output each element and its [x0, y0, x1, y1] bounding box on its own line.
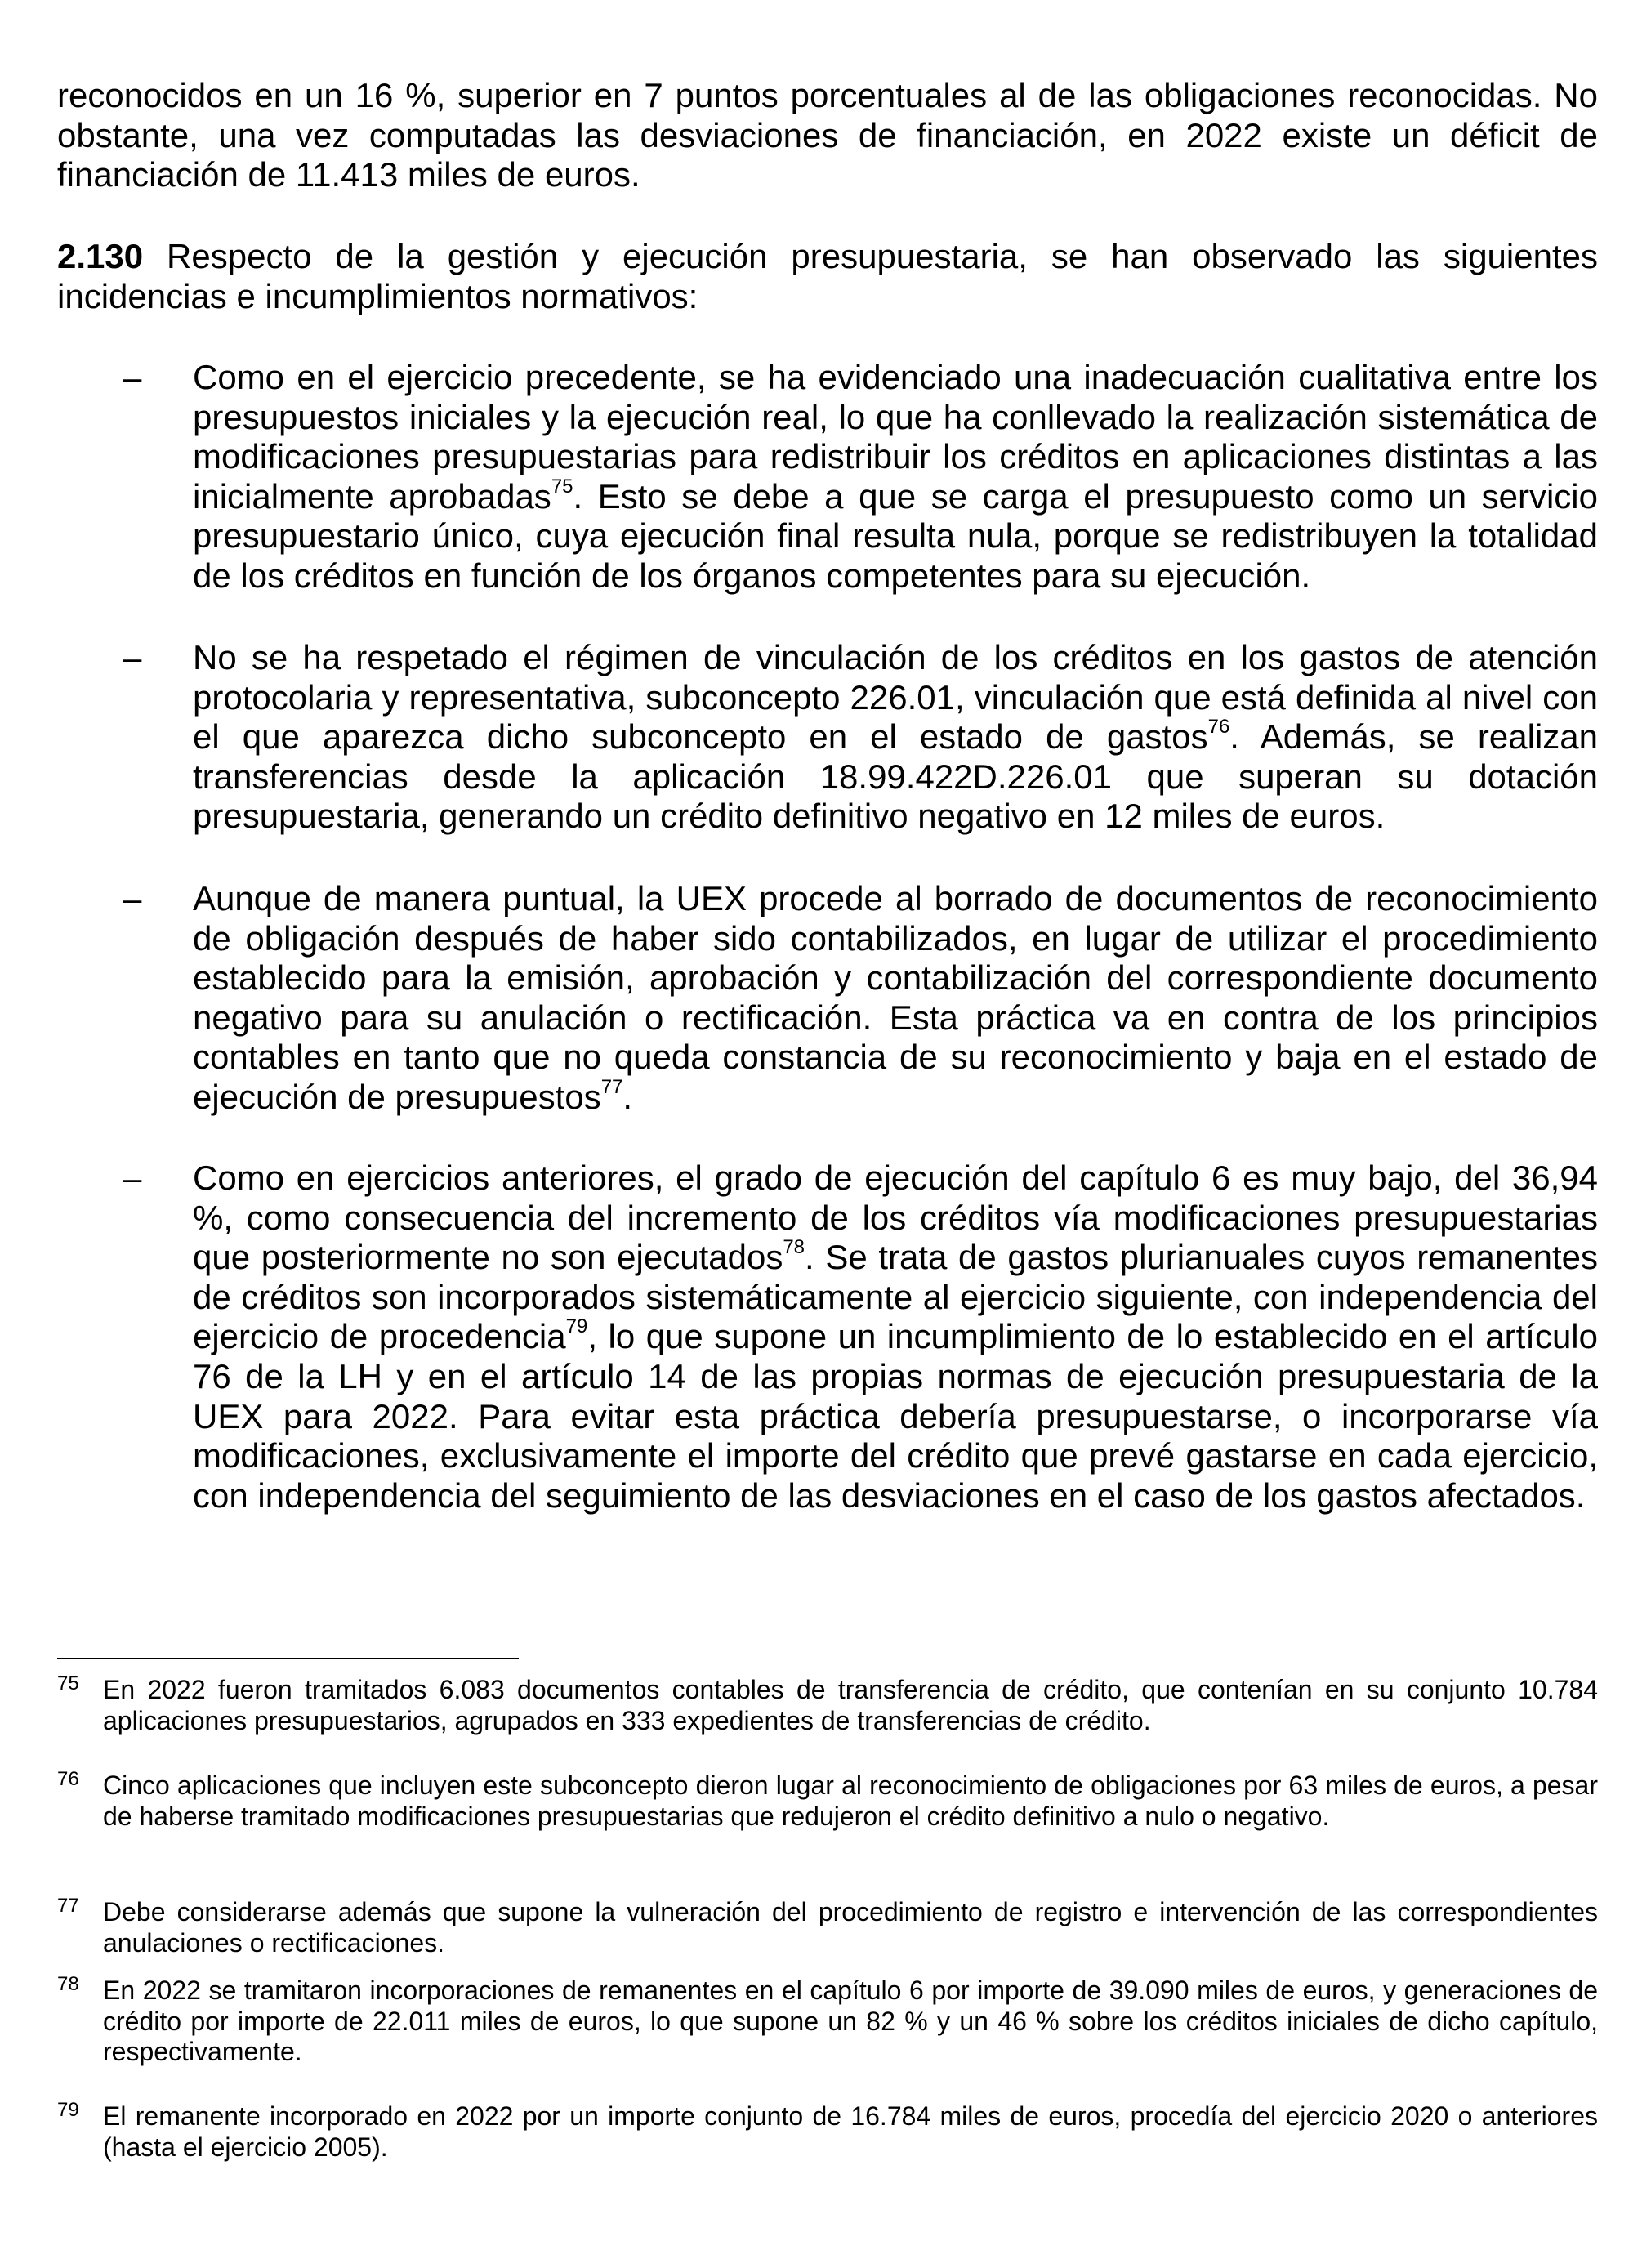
footnote-ref-78[interactable]: 78 [783, 1236, 805, 1259]
bullet-text-part: . Además, se realizan transferencias desde la aplicación 18.99.422D.226.01 que superan su dotación presupuestaria, generando un crédito definitivo negativo en 12 miles de euros. [193, 717, 1598, 836]
bullet-text-part: . [622, 1077, 633, 1116]
footnote-number: 76 [57, 1768, 79, 1790]
bullet-text-part: Como en ejercicios anteriores, el grado de ejecución del capítulo 6 es muy bajo, del 36,94 %, como consecuencia del incremento de los créditos vía modificaciones presupuestarias que posteriormente no son ejecutados [193, 1159, 1598, 1277]
footnote-text: Debe considerarse además que supone la vulneración del procedimiento de registro e intervención de las correspondientes anulaciones o rectificaciones. [103, 1897, 1598, 1958]
bullet-text-part: Aunque de manera puntual, la UEX procede al borrado de documentos de reconocimiento de obligación después de haber sido contabilizados, en lugar de utilizar el procedimiento establecido para la emisión, aprobación y contabilización del correspondiente documento negativo para su anulación o rectificación. Esta práctica va en contra de los principios contables en tanto que no queda constancia de su reconocimiento y baja en el estado de ejecución de presupuestos [193, 879, 1598, 1116]
bullet-text [193, 879, 1598, 1118]
bullet-text-part: , lo que supone un incumplimiento de lo establecido en el artículo 76 de la LH y en el artículo 14 de las propias normas de ejecución presupuestaria de la UEX para 2022. Para evitar esta práctica debería presupuestarse, o incorporarse vía modificaciones, exclusivamente el importe del crédito que prevé gastarse en cada ejercicio, con independencia del seguimiento de las desviaciones en el caso de los gastos afectados. [193, 1317, 1598, 1515]
footnote-ref-76[interactable]: 76 [1207, 716, 1230, 739]
bullet-text-part: . Se trata de gastos plurianuales cuyos remanentes de créditos son incorporados sistemáticamente al ejercicio siguiente, con independencia del ejercicio de procedencia [193, 1238, 1598, 1356]
footnote-text: El remanente incorporado en 2022 por un importe conjunto de 16.784 miles de euros, procedía del ejercicio 2020 o anteriores (hasta el ejercicio 2005). [103, 2101, 1598, 2162]
footnote-text: En 2022 fueron tramitados 6.083 documentos contables de transferencia de crédito, que contenían en su conjunto 10.784 aplicaciones presupuestarios, agrupados en 333 expedientes de transferencias de crédito. [103, 1675, 1598, 1735]
footnote-ref-75[interactable]: 75 [551, 475, 573, 498]
dash-bullet-icon: – [123, 879, 142, 917]
bullet-text-part: Como en el ejercicio precedente, se ha evidenciado una inadecuación cualitativa entre los presupuestos iniciales y la ejecución real, lo que ha conllevado la realización sistemática de modificaciones presupuestarias para redistribuir los créditos en aplicaciones distintas a las inicialmente aprobadas [193, 358, 1598, 516]
dash-bullet-icon: – [123, 1159, 142, 1197]
bullet-text [193, 638, 1598, 837]
paragraph-text: Respecto de la gestión y ejecución presupuestaria, se han observado las siguientes incidencias e incumplimientos normativos: [57, 237, 1598, 315]
footnote-number: 78 [57, 1973, 79, 1995]
bullet-text [193, 358, 1598, 596]
document-page [57, 0, 1598, 2268]
dash-bullet-icon: – [123, 358, 142, 396]
footnote-number: 77 [57, 1895, 79, 1917]
footnote-text: Cinco aplicaciones que incluyen este subconcepto dieron lugar al reconocimiento de obligaciones por 63 miles de euros, a pesar de haberse tramitado modificaciones presupuestarias que redujeron el crédito definitivo a nulo o negativo. [103, 1770, 1598, 1831]
paragraph-continuation: reconocidos en un 16 %, superior en 7 puntos porcentuales al de las obligaciones reconocidas. No obstante, una vez computadas las desviaciones de financiación, en 2022 existe un déficit de financiación de 11.413 miles de euros. [57, 76, 1598, 194]
footnote-separator [57, 1658, 519, 1659]
paragraph-2-130 [57, 237, 1598, 316]
bullet-text-part: No se ha respetado el régimen de vinculación de los créditos en los gastos de atención protocolaria y representativa, subconcepto 226.01, vinculación que está definida al nivel con el que aparezca dicho subconcepto en el estado de gastos [193, 638, 1598, 757]
bullet-text [193, 1159, 1598, 1516]
footnote-number: 75 [57, 1672, 79, 1694]
footnote-ref-77[interactable]: 77 [600, 1075, 623, 1098]
footnote-number: 79 [57, 2099, 79, 2121]
footnote-text: En 2022 se tramitaron incorporaciones de remanentes en el capítulo 6 por importe de 39.090 miles de euros, y generaciones de crédito por importe de 22.011 miles de euros, lo que supone un 82 % y un 46 % sobre los créditos iniciales de dicho capítulo, respectivamente. [103, 1976, 1598, 2066]
footnote-ref-79[interactable]: 79 [565, 1315, 588, 1338]
paragraph-number: 2.130 [57, 237, 144, 275]
dash-bullet-icon: – [123, 638, 142, 676]
bullet-text-part: . Esto se debe a que se carga el presupuesto como un servicio presupuestario único, cuya ejecución final resulta nula, porque se redistribuyen la totalidad de los créditos en función de los órganos competentes para su ejecución. [193, 476, 1598, 595]
